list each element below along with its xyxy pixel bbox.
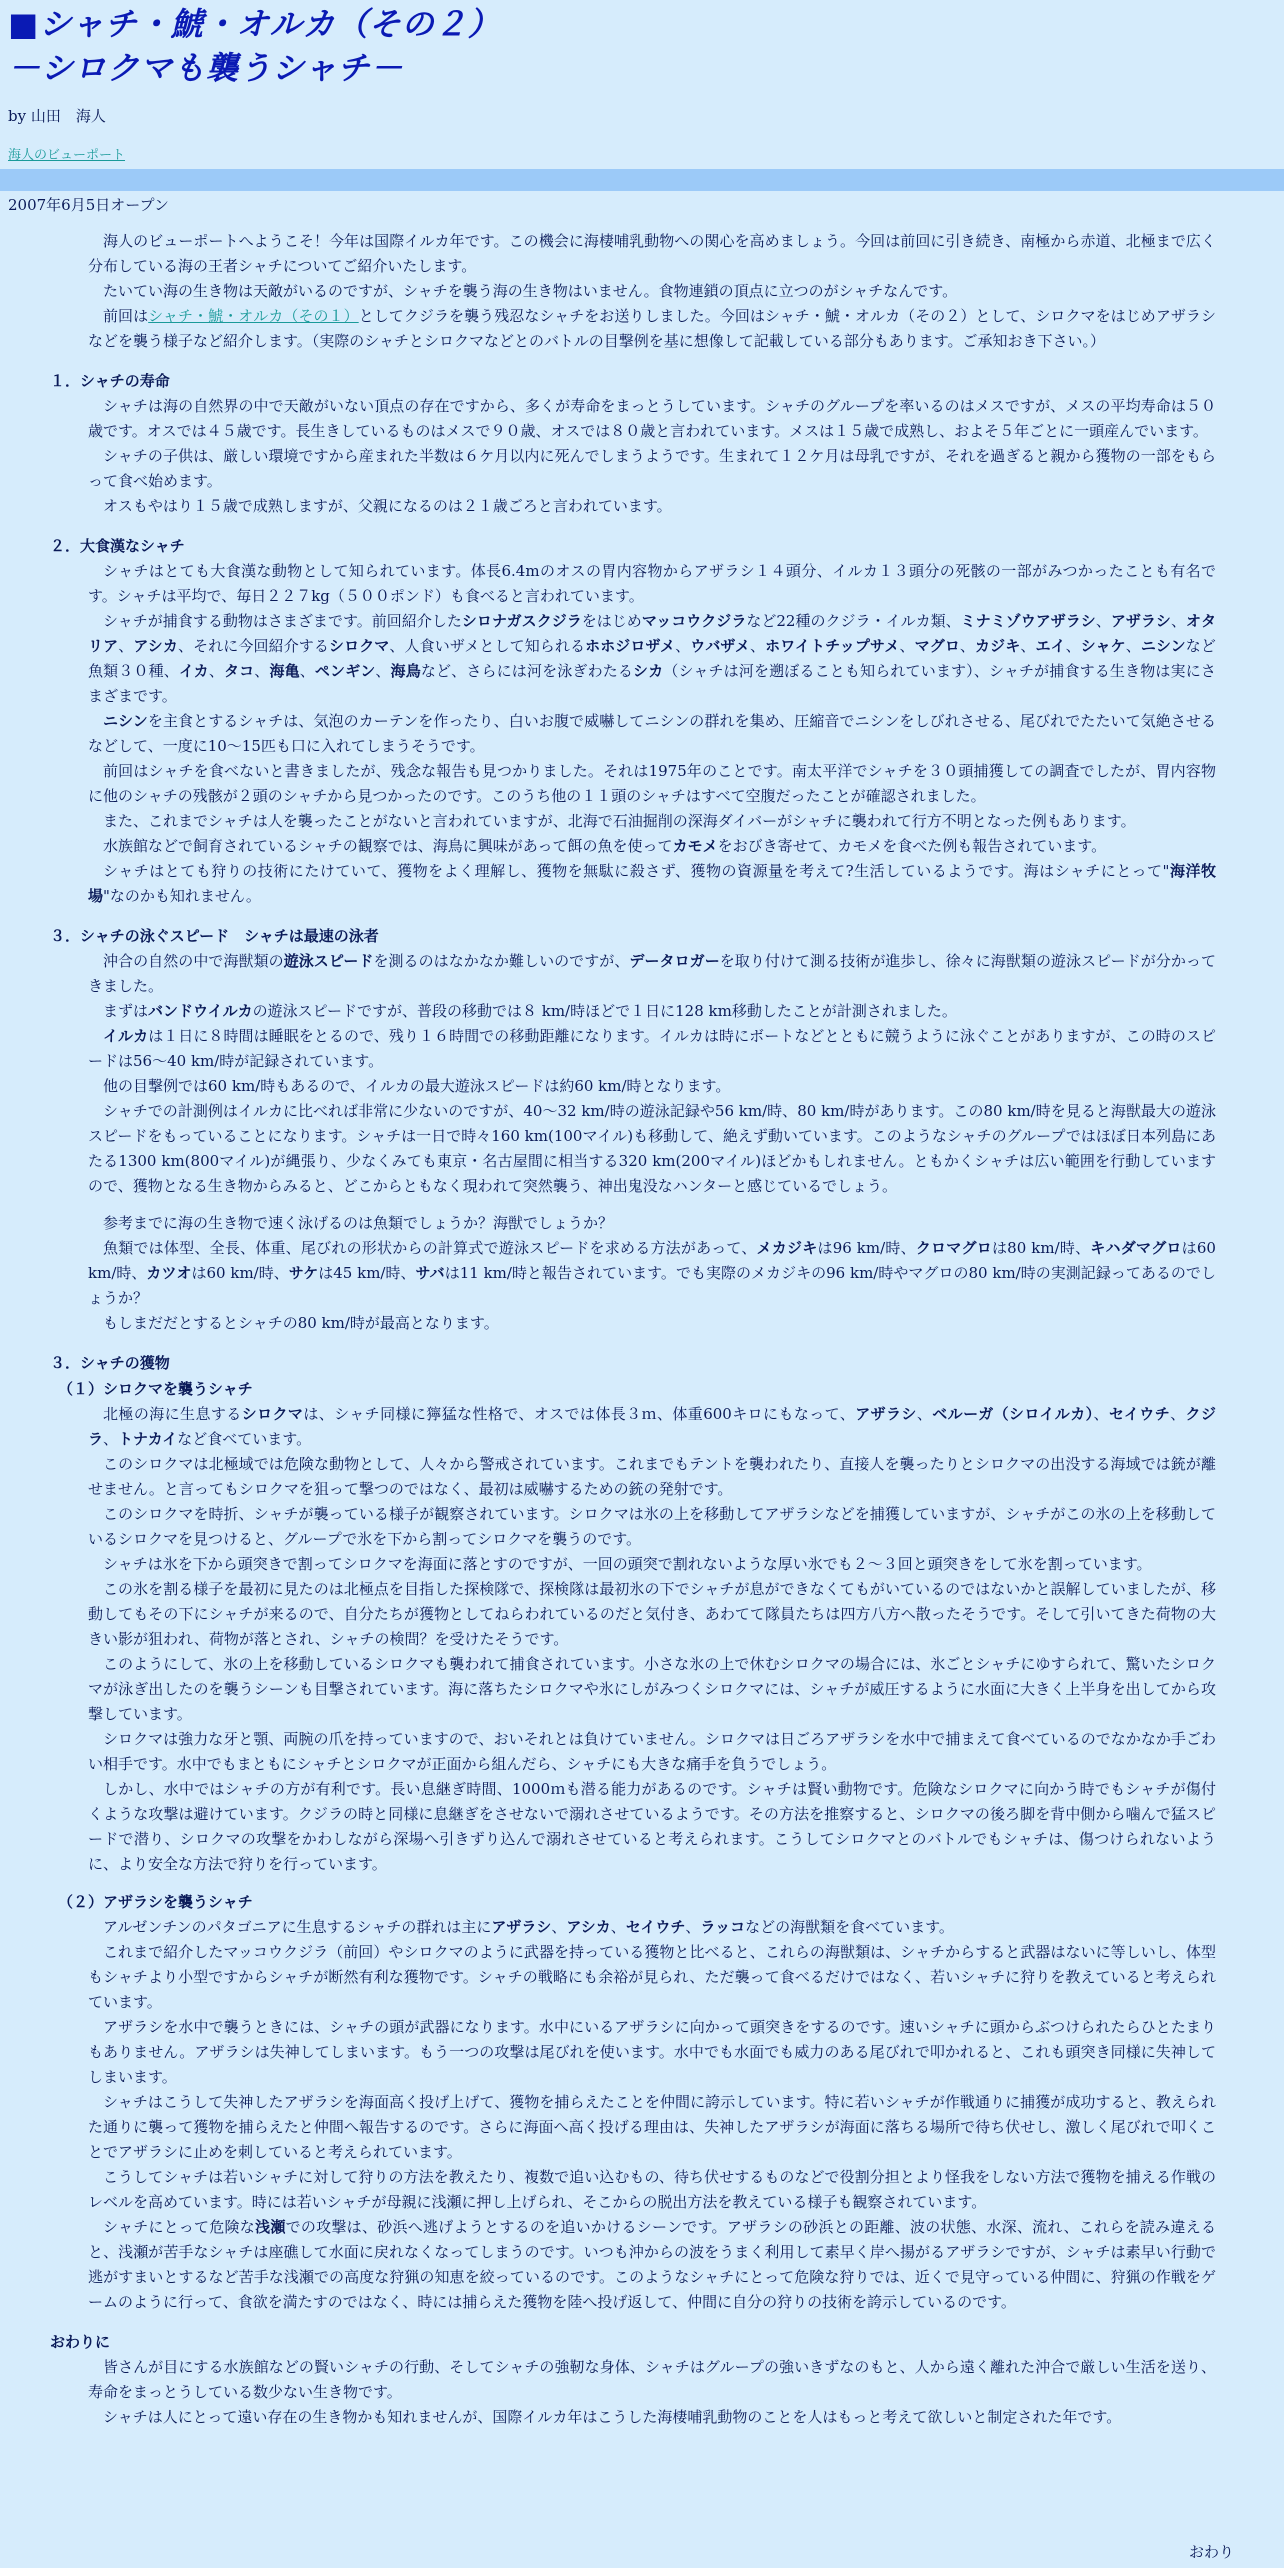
end-mark: おわり (1188, 2543, 1234, 2561)
paragraph: オスもやはり１５歳で成熟しますが、父親になるのは２１歳ごろと言われています。 (103, 497, 672, 515)
paragraph: この氷を割る様子を最初に見たのは北極点を目指した探検隊で、探検隊は最初氷の下でシャチが息ができなくてもがいているのではないかと誤解していましたが、移動してもその下にシャチが来るので、自分たちが獲物としてねらわれているのだと気付き、あわてて隊員たちは四方八方へ散ったそうです。そして引いてきた荷物の大きい影が狙われ、荷物が落とされ、シャチの検問？を受けたそうです。 (88, 1580, 1216, 1648)
paragraph: また、これまでシャチは人を襲ったことがないと言われていますが、北海で石油掘削の深海ダイバーがシャチに襲われて行方不明となった例もあります。 (103, 812, 1136, 830)
paragraph: ニシンを主食とするシャチは、気泡のカーテンを作ったり、白いお腹で威嚇してニシンの群れを集め、圧縮音でニシンをしびれさせる、尾びれでたたいて気絶させるなどして、一度に10～15匹も口に入れてしまうそうです。 (88, 712, 1216, 755)
header-divider-bar (0, 169, 1284, 191)
home-link[interactable]: 海人のビューポート (8, 148, 126, 163)
section-lifespan (88, 394, 1216, 519)
paragraph: このシロクマは北極域では危険な動物として、人々から警戒されています。これまでもテントを襲われたり、直接人を襲ったりとシロクマの出没する海域では銃が離せません。と言ってもシロクマを狙って撃つのではなく、最初は威嚇するための銃の発射です。 (88, 1455, 1216, 1498)
paragraph: 参考までに海の生き物で速く泳げるのは魚類でしょうか？海獣でしょうか？ (103, 1214, 614, 1232)
paragraph: 他の目撃例では60 km/時もあるので、イルカの最大遊泳スピードは約60 km/時となります。 (103, 1077, 731, 1095)
paragraph: シャチはとても狩りの技術にたけていて、獲物をよく理解し、獲物を無駄に殺さず、獲物の資源量を考えて?生活しているようです。海はシャチにとって"海洋牧場"なのかも知れません。 (88, 862, 1216, 905)
section-heading-prey: ３．シャチの獲物 (50, 1354, 170, 1372)
spacer (88, 1199, 1216, 1211)
paragraph: シャチはこうして失神したアザラシを海面高く投げ上げて、獲物を捕らえたことを仲間に誇示しています。特に若いシャチが作戦通りに捕獲が成功すると、教えられた通りに襲って獲物を捕らえたと仲間へ報告するのです。さらに海面へ高く投げる理由は、失神したアザラシが海面に落ちる場所で待ち伏せし、激しく尾びれで叩くことでアザラシに止めを刺していると考えられています。 (88, 2093, 1216, 2161)
subsection-heading-seal: （２）アザラシを襲うシャチ (58, 1893, 253, 1911)
paragraph: こうしてシャチは若いシャチに対して狩りの方法を教えたり、複数で追い込むもの、待ち伏せするものなどで役割分担とより怪我をしない方法で獲物を捕える作戦のレベルを高めています。時には若いシャチが母親に浅瀬に押し上げられ、そこからの脱出方法を教えている様子も観察されています。 (88, 2168, 1216, 2211)
paragraph: 沖合の自然の中で海獣類の遊泳スピードを測るのはなかなか難しいのですが、データロガーを取り付けて測る技術が進歩し、徐々に海獣類の遊泳スピードが分かってきました。 (88, 952, 1216, 995)
intro-paragraph: たいてい海の生き物は天敵がいるのですが、シャチを襲う海の生き物はいません。食物連鎖の頂点に立つのがシャチなんです。 (103, 282, 958, 300)
title-line2: －シロクマも襲うシャチ－ (8, 49, 404, 87)
paragraph: シャチが捕食する動物はさまざまです。前回紹介したシロナガスクジラをはじめマッコウクジラなど22種のクジラ・イルカ類、ミナミゾウアザラシ、アザラシ、オタリア、アシカ、それに今回紹介するシロクマ、人食いザメとして知られるホホジロザメ、ウバザメ、ホワイトチップサメ、マグロ、カジキ、エイ、シャケ、ニシンなど魚類３０種、イカ、タコ、海亀、ペンギン、海鳥など、さらには河を泳ぎわたるシカ（シャチは河を遡ぼることも知られています）、シャチが捕食する生き物は実にさまざまです。 (88, 612, 1216, 705)
paragraph: しかし、水中ではシャチの方が有利です。長い息継ぎ時間、1000ｍも潜る能力があるのです。シャチは賢い動物です。危険なシロクマに向かう時でもシャチが傷付くような攻撃は避けています。クジラの時と同様に息継ぎをさせないで溺れさせているようです。その方法を推察すると、シロクマの後ろ脚を背中側から噛んで猛スピードで潜り、シロクマの攻撃をかわしながら深場へ引きずり込んで溺れさせていると考えられます。こうしてシロクマとのバトルでもシャチは、傷つけられないように、より安全な方法で狩りを行っています。 (88, 1780, 1216, 1873)
title-line1: ■シャチ・鯱・オルカ（その２） (8, 5, 501, 43)
paragraph: シャチの子供は、厳しい環境ですから産まれた半数は６ケ月以内に死んでしまうようです。生まれて１２ケ月は母乳ですが、それを過ぎると親から獲物の一部をもらって食べ始めます。 (88, 447, 1216, 490)
section-closing (88, 2355, 1216, 2430)
paragraph: シャチはとても大食漢な動物として知られています。体長6.4mのオスの胃内容物からアザラシ１４頭分、イルカ１３頭分の死骸の一部がみつかったことも有名です。シャチは平均で、毎日２２７kg（５００ポンド）も食べると言われています。 (88, 562, 1216, 605)
section-appetite (88, 559, 1216, 909)
paragraph: シャチでの計測例はイルカに比べれば非常に少ないのですが、40～32 km/時の遊泳記録や56 km/時、80 km/時があります。この80 km/時を見ると海獣最大の遊泳スピードをもっていることになります。シャチは一日で時々160 km(100マイル)も移動して、絶えず動いています。このようなシャチのグループではほぼ日本列島にあたる1300 km(800マイル)が縄張り、少なくみても東京・名古屋間に相当する320 km(200マイル)ほどかもしれません。ともかくシャチは広い範囲を行動していますので、獲物となる生き物からみると、どこからともなく現われて突然襲う、神出鬼没なハンターと感じているでしょう。 (88, 1102, 1216, 1195)
paragraph: 魚類では体型、全長、体重、尾びれの形状からの計算式で遊泳スピードを求める方法があって、メカジキは96 km/時、クロマグロは80 km/時、キハダマグロは60 km/時、カツオは60 km/時、サケは45 km/時、サバは11 km/時と報告されています。でも実際のメカジキの96 km/時やマグロの80 km/時の実測記録ってあるのでしょうか？ (88, 1239, 1216, 1307)
intro-paragraph (88, 304, 1216, 354)
paragraph: まずはバンドウイルカの遊泳スピードですが、普段の移動では８ km/時ほどで１日に128 km移動したことが計測されました。 (103, 1002, 957, 1020)
subsection-seal (88, 1915, 1216, 2315)
paragraph: イルカは１日に８時間は睡眠をとるので、残り１６時間での移動距離になります。イルカは時にボートなどとともに競うように泳ぐことがありますが、この時のスピードは56～40 km/時が記録されています。 (88, 1027, 1216, 1070)
intro-paragraph: 海人のビューポートへようこそ！今年は国際イルカ年です。この機会に海棲哺乳動物への関心を高めましょう。今回は前回に引き続き、南極から赤道、北極まで広く分布している海の王者シャチについてご紹介いたします。 (88, 232, 1216, 275)
author-byline: by 山田 海人 (8, 107, 106, 125)
subsection-heading-polar-bear: （１）シロクマを襲うシャチ (58, 1380, 253, 1398)
paragraph: 水族館などで飼育されているシャチの観察では、海鳥に興味があって餌の魚を使ってカモメをおびき寄せて、カモメを食べた例も報告されています。 (103, 837, 1107, 855)
section-heading-closing: おわりに (50, 2333, 111, 2351)
paragraph: もしまだだとするとシャチの80 km/時が最高となります。 (103, 1314, 499, 1332)
intro-section (88, 229, 1216, 354)
section-speed (88, 949, 1216, 1336)
paragraph: このシロクマを時折、シャチが襲っている様子が観察されています。シロクマは氷の上を移動してアザラシなどを捕獲していますが、シャチがこの氷の上を移動しているシロクマを見つけると、グループで氷を下から割ってシロクマを襲うのです。 (88, 1505, 1216, 1548)
paragraph: シャチにとって危険な浅瀬での攻撃は、砂浜へ逃げようとするのを追いかけるシーンです。アザラシの砂浜との距離、波の状態、水深、流れ、これらを読み違えると、浅瀬が苦手なシャチは座礁して水面に戻れなくなってしまうのです。いつも沖からの波をうまく利用して素早く岸へ揚がるアザラシですが、シャチは素早い行動で逃がすまいとするなど苦手な浅瀬での高度な狩猟の知恵を絞っているのです。このようなシャチにとって危険な狩りでは、近くで見守っている仲間に、狩猟の作戦をゲームのように行って、食欲を満たすのではなく、時には捕らえた獲物を陸へ投げ返して、仲間に自分の狩りの技術を誇示しているのです。 (88, 2218, 1216, 2311)
paragraph: このようにして、氷の上を移動しているシロクマも襲われて捕食されています。小さな氷の上で休むシロクマの場合には、氷ごとシャチにゆすられて、驚いたシロクマが泳ぎ出したのを襲うシーンも目撃されています。海に落ちたシロクマや氷にしがみつくシロクマには、シャチが威圧するように水面に大きく上半身を出してから攻撃しています。 (88, 1655, 1216, 1723)
paragraph: アザラシを水中で襲うときには、シャチの頭が武器になります。水中にいるアザラシに向かって頭突きをするのです。速いシャチに頭からぶつけられたらひとたまりもありません。アザラシは失神してしまいます。もう一つの攻撃は尾びれを使います。水中でも水面でも威力のある尾びれで叩かれると、これも頭突き同様に失神してしまいます。 (88, 2018, 1216, 2086)
paragraph: シャチは氷を下から頭突きで割ってシロクマを海面に落とすのですが、一回の頭突で割れないような厚い氷でも２～３回と頭突きをして氷を割っています。 (103, 1555, 1152, 1573)
paragraph: これまで紹介したマッコウクジラ（前回）やシロクマのように武器を持っている獲物と比べると、これらの海獣類は、シャチからすると武器はないに等しいし、体型もシャチより小型ですからシャチが断然有利な獲物です。シャチの戦略にも余裕が見られ、ただ襲って食べるだけではなく、若いシャチに狩りを教えていると考えられています。 (88, 1943, 1216, 2011)
section-heading-appetite: ２．大食漢なシャチ (50, 537, 185, 555)
paragraph: アルゼンチンのパタゴニアに生息するシャチの群れは主にアザラシ、アシカ、セイウチ、ラッコなどの海獣類を食べています。 (103, 1918, 954, 1936)
paragraph: 皆さんが目にする水族館などの賢いシャチの行動、そしてシャチの強靭な身体、シャチはグループの強いきずなのもと、人から遠く離れた沖合で厳しい生活を送り、寿命をまっとうしている数少ない生き物です。 (88, 2358, 1216, 2401)
previous-article-link[interactable]: シャチ・鯱・オルカ（その１） (148, 307, 359, 325)
paragraph: 北極の海に生息するシロクマは、シャチ同様に獰猛な性格で、オスでは体長３ｍ、体重600キロにもなって、アザラシ、ベルーガ（シロイルカ）、セイウチ、クジラ、トナカイなど食べています。 (88, 1405, 1216, 1448)
page-title (8, 0, 1276, 90)
text: としてクジラを襲う残忍なシャチをお送りしました。今回はシャチ・鯱・オルカ（その２）として、シロクマをはじめアザラシなどを襲う様子など紹介します。（実際のシャチとシロクマなどとのバトルの目撃例を基に想像して記載している部分もあります。ご承知おき下さい。） (88, 307, 1216, 350)
text: 前回は (103, 307, 149, 325)
subsection-polar-bear (88, 1402, 1216, 1877)
open-date: 2007年6月5日オープン (8, 196, 169, 214)
section-heading-lifespan: １．シャチの寿命 (50, 372, 170, 390)
paragraph: シャチは人にとって遠い存在の生き物かも知れませんが、国際イルカ年はこうした海棲哺乳動物のことを人はもっと考えて欲しいと制定された年です。 (103, 2408, 1122, 2426)
paragraph: シロクマは強力な牙と顎、両腕の爪を持っていますので、おいそれとは負けていません。シロクマは日ごろアザラシを水中で捕まえて食べているのでなかなか手ごわい相手です。水中でもまともにシャチとシロクマが正面から組んだら、シャチにも大きな痛手を負うでしょう。 (88, 1730, 1216, 1773)
paragraph: シャチは海の自然界の中で天敵がいない頂点の存在ですから、多くが寿命をまっとうしています。シャチのグループを率いるのはメスですが、メスの平均寿命は５０歳です。オスでは４５歳です。長生きしているものはメスで９０歳、オスでは８０歳と言われています。メスは１５歳で成熟し、およそ５年ごとに一頭産んでいます。 (88, 397, 1216, 440)
section-heading-speed: ３．シャチの泳ぐスピード シャチは最速の泳者 (50, 927, 379, 945)
paragraph: 前回はシャチを食べないと書きましたが、残念な報告も見つかりました。それは1975年のことです。南太平洋でシャチを３０頭捕獲しての調査でしたが、胃内容物に他のシャチの残骸が２頭のシャチから見つかったのです。このうち他の１１頭のシャチはすべて空腹だったことが確認されました。 (88, 762, 1216, 805)
